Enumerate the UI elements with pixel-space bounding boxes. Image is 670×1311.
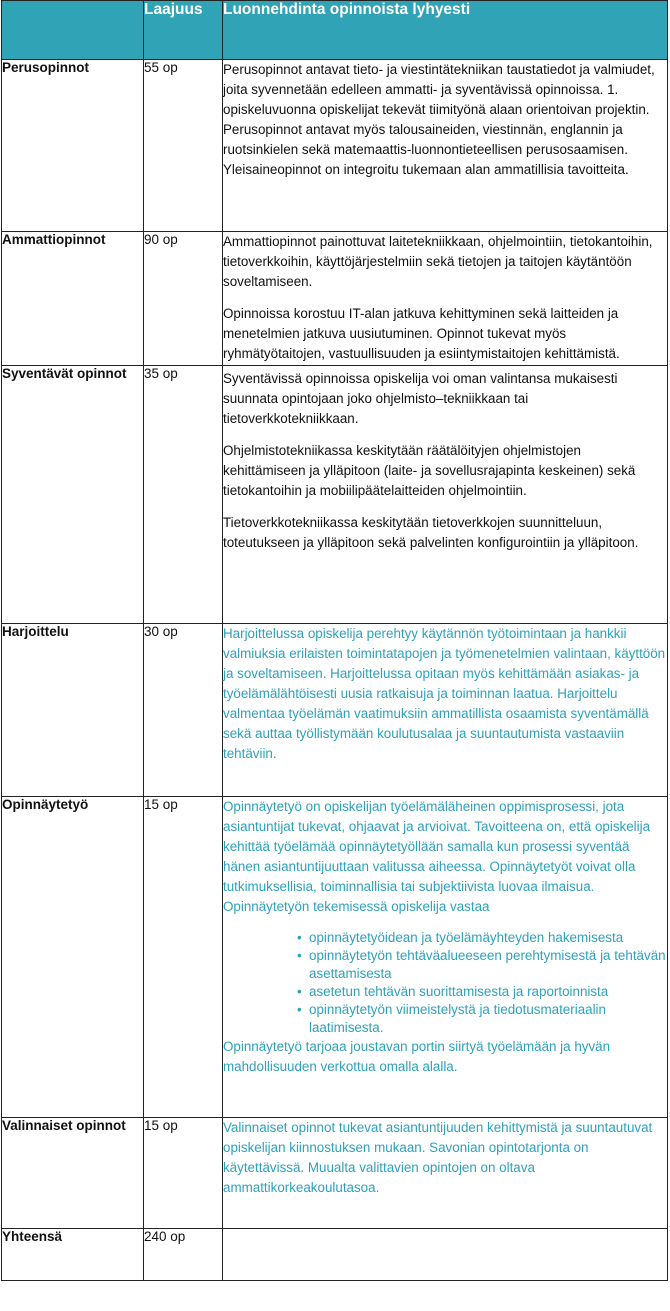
module-name: Valinnaiset opinnot [2, 1118, 144, 1229]
module-name: Harjoittelu [2, 624, 144, 797]
module-description [223, 366, 668, 624]
total-description [223, 1229, 668, 1281]
module-credits: 90 op [144, 232, 223, 366]
table-row [2, 60, 668, 232]
header-study-module [2, 1, 144, 60]
table-row [2, 624, 668, 797]
description-paragraph: Tietoverkkotekniikassa keskitytään tietoverkkojen suunnitteluun, toteutukseen ja ylläpitoon sekä palvelinten konfigurointiin ja ylläpitoon. [223, 515, 639, 550]
module-credits: 15 op [144, 1118, 223, 1229]
table-row [2, 366, 668, 624]
module-name: Perusopinnot [2, 60, 144, 232]
description-paragraph: Perusopinnot antavat tieto- ja viestintätekniikan taustatiedot ja valmiudet, joita syvennetään edelleen ammatti- ja syventävissä opinnoissa. 1. opiskeluvuonna opiskelijat tekevät tiimityönä alaan orientoivan projektin. Perusopinnot antavat myös talousaineiden, viestinnän, englannin ja ruotsinkielen sekä matemaattis-luonnontieteellisen perusosaamisen. Yleisaineopinnot on integroitu tukemaan alan ammatillisia tavoitteita. [223, 62, 655, 177]
header-description: Luonnehdinta opinnoista lyhyesti [223, 1, 668, 60]
table-row [2, 232, 668, 366]
description-paragraph: Opinnäytetyö tarjoaa joustavan portin siirtyä työelämään ja hyvän mahdollisuuden verkottua omalla alalla. [223, 1039, 611, 1074]
description-paragraph: Ammattiopinnot painottuvat laitetekniikkaan, ohjelmointiin, tietokantoihin, tietoverkkoihin, käyttöjärjestelmiin sekä tietojen ja taitojen käytäntöön soveltamiseen. [223, 234, 653, 289]
study-structure-table [1, 0, 668, 1281]
description-paragraph: Syventävissä opinnoissa opiskelija voi oman valintansa mukaisesti suunnata opintojaan joko ohjelmisto–tekniikkaan tai tietoverkkotekniikkaan. [223, 371, 618, 426]
module-description [223, 232, 668, 366]
module-credits: 30 op [144, 624, 223, 797]
list-item: • opinnäytetyön tehtäväalueeseen perehtymisestä ja tehtävän asettamisesta [297, 947, 667, 983]
list-item: • opinnäytetyön viimeistelystä ja tiedotusmateriaalin laatimisesta. [297, 1001, 667, 1037]
list-item: • asetetun tehtävän suorittamisesta ja raportoinnista [297, 983, 667, 1001]
table-row [2, 797, 668, 1118]
module-credits: 15 op [144, 797, 223, 1118]
module-credits: 35 op [144, 366, 223, 624]
module-description [223, 60, 668, 232]
total-credits: 240 op [144, 1229, 223, 1281]
table-row [2, 1118, 668, 1229]
module-name: Opinnäytetyö [2, 797, 144, 1118]
description-paragraph: Opinnoissa korostuu IT-alan jatkuva kehittyminen sekä laitteiden ja menetelmien jatkuva uusiutuminen. Opinnot tukevat myös ryhmätyötaitojen, vastuullisuuden ja esiintymistaitojen kehittämistä. [223, 306, 620, 361]
header-scope: Laajuus [144, 1, 223, 60]
module-description [223, 1118, 668, 1229]
description-paragraph: Valinnaiset opinnot tukevat asiantuntijuuden kehittymistä ja suuntautuvat opiskelijan kiinnostuksen mukaan. Savonian opintotarjonta on käytettävissä. Muualta valittavien opintojen on oltava ammattikorkeakoulutasoa. [223, 1120, 653, 1195]
module-description [223, 797, 668, 1118]
responsibility-list [223, 929, 667, 1037]
table-row [2, 1229, 668, 1281]
total-label: Yhteensä [2, 1229, 144, 1281]
module-credits: 55 op [144, 60, 223, 232]
description-paragraph: Harjoittelussa opiskelija perehtyy käytännön työtoimintaan ja hankkii valmiuksia erilaisten toimintatapojen ja työmenetelmien valintaan, käyttöön ja soveltamiseen. Harjoittelussa opitaan myös kehittämään asiakas- ja työelämälähtöisesti uusia ratkaisuja ja toiminnan laatua. Harjoittelu valmentaa työelämän vaatimuksiin ammatillista osaamista syventämällä sekä auttaa työllistymään koulutusalaa ja suuntautumista vastaaviin tehtäviin. [223, 626, 666, 761]
list-item: • opinnäytetyöidean ja työelämäyhteyden hakemisesta [297, 929, 667, 947]
module-name: Syventävät opinnot [2, 366, 144, 624]
module-description [223, 624, 668, 797]
table-header-row [2, 1, 668, 60]
module-name: Ammattiopinnot [2, 232, 144, 366]
description-paragraph: Ohjelmistotekniikassa keskitytään räätälöityjen ohjelmistojen kehittämiseen ja ylläpitoon (laite- ja sovellusrajapinta keskeinen) sekä tietokantoihin ja mobiilipäätelaitteiden ohjelmointiin. [223, 443, 636, 498]
description-paragraph: Opinnäytetyö on opiskelijan työelämäläheinen oppimisprosessi, jota asiantuntijat tukevat, ohjaavat ja arvioivat. Tavoitteena on, että opiskelija kehittää työelämää opinnäytetyöllään samalla kun prosessi syventää hänen asiantuntijuuttaan valitussa aiheessa. Opinnäytetyöt voivat olla tutkimuksellisia, toiminnallisia tai subjektiivista luovaa ilmaisua. Opinnäytetyön tekemisessä opiskelija vastaa [223, 799, 651, 914]
